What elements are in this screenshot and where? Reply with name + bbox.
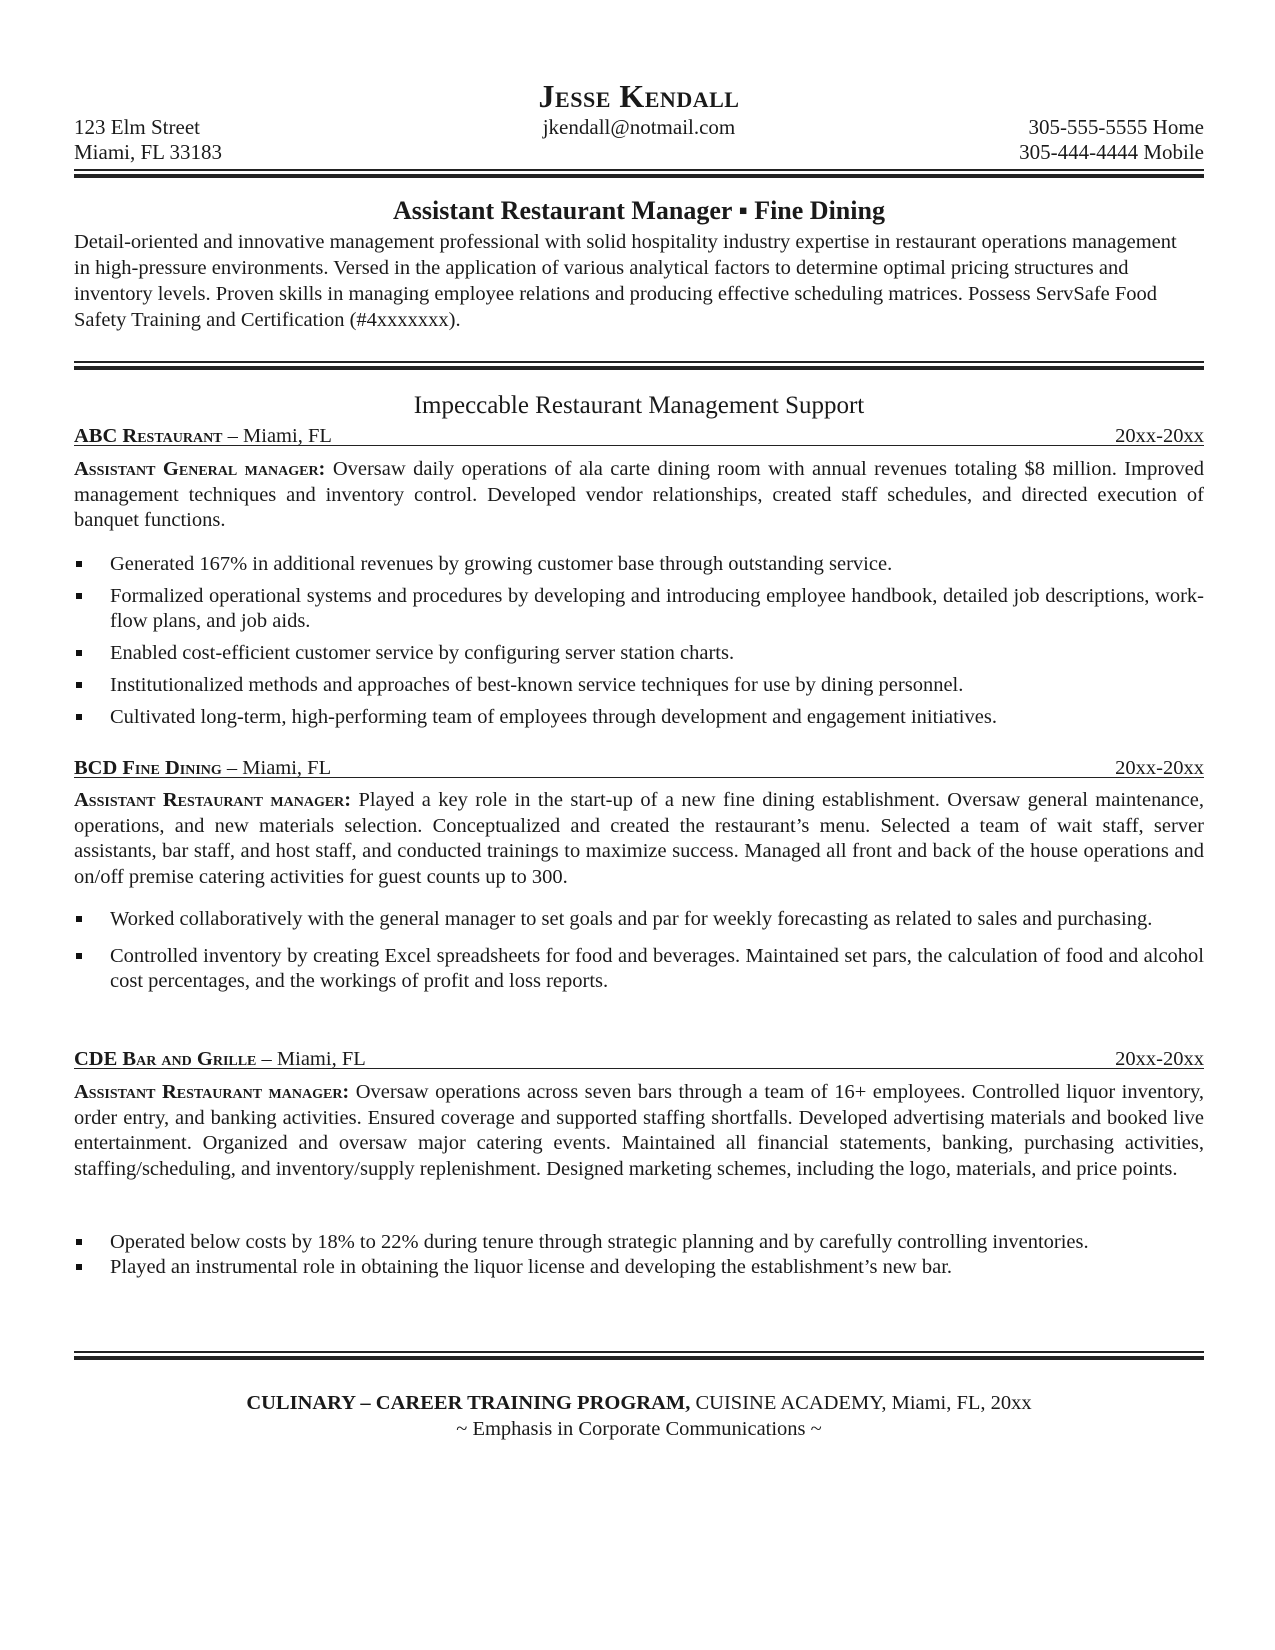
job-dates: 20xx-20xx (1115, 1048, 1204, 1070)
company-location: – Miami, FL (256, 1048, 366, 1070)
header-divider (74, 169, 1204, 178)
education-line (74, 1392, 1204, 1415)
job-bullets-abc (74, 552, 1204, 730)
bullet-icon (76, 953, 82, 959)
list-item: Played an instrumental role in obtaining the liquor license and developing the establishment’s new bar. (74, 1255, 1204, 1280)
bullet-icon (76, 714, 82, 720)
job-description (74, 1080, 1204, 1182)
job-header-bcd (74, 753, 1204, 778)
job-company-line (74, 757, 331, 780)
contact-row-1 (74, 115, 1204, 141)
list-item: Operated below costs by 18% to 22% during tenure through strategic planning and by carefully controlling inventories. (74, 1230, 1204, 1255)
address-line-2: Miami, FL 33183 (74, 140, 222, 164)
job-company-line (74, 425, 332, 448)
education-school: CUISINE ACADEMY, Miami, FL, 20xx (690, 1392, 1032, 1414)
job-description (74, 788, 1204, 890)
candidate-name: Jesse Kendall (538, 78, 740, 114)
list-item: Worked collaboratively with the general manager to set goals and par for weekly forecasting as related to sales and purchasing. (74, 907, 1204, 932)
address-line-1: 123 Elm Street (74, 115, 200, 139)
contact-row-2 (74, 140, 1204, 166)
bullet-icon (76, 561, 82, 567)
job-title: Assistant Restaurant manager: (74, 789, 352, 811)
job-description (74, 457, 1204, 534)
company-name: CDE Bar and Grille (74, 1048, 257, 1070)
company-name: BCD Fine Dining (74, 757, 222, 779)
education-program: CULINARY – CAREER TRAINING PROGRAM, (246, 1392, 691, 1414)
job-title: Assistant Restaurant manager: (74, 1081, 350, 1103)
bullet-icon (76, 682, 82, 688)
job-header-cde (74, 1044, 1204, 1069)
bullet-icon (76, 650, 82, 656)
list-item: Generated 167% in additional revenues by growing customer base through outstanding service. (74, 552, 1204, 577)
company-location: – Miami, FL (221, 757, 332, 779)
phone-mobile: 305-444-4444 Mobile (1019, 140, 1204, 164)
job-bullets-bcd (74, 907, 1204, 994)
job-description-text: Oversaw daily operations of ala carte dining room with annual revenues totaling $8 million. Improved management techniques and inventory control. Developed vendor relationships, created staff schedules, and directed execution of banquet functions. (74, 458, 1204, 531)
job-bullets-cde (74, 1230, 1204, 1280)
education-divider (74, 1351, 1204, 1360)
job-description-text: Played a key role in the start-up of a new fine dining establishment. Oversaw general maintenance, operations, and new materials selection. Conceptualized and created the restaurant’s menu. Selected a team of wait staff, server assistants, bar staff, and host staff, and conducted trainings to maximize success. Managed all front and back of the house operations and on/off premise catering activities for guest counts up to 300. (74, 789, 1205, 888)
job-dates: 20xx-20xx (1115, 425, 1204, 447)
list-item: Cultivated long-term, high-performing team of employees through development and engagement initiatives. (74, 705, 1204, 730)
section-divider (74, 361, 1204, 370)
job-header-abc (74, 421, 1204, 446)
job-title: Assistant General manager: (74, 458, 326, 480)
list-item: Institutionalized methods and approaches of best-known service techniques for use by dining personnel. (74, 673, 1204, 698)
job-company-line (74, 1048, 366, 1071)
professional-summary: Detail-oriented and innovative management professional with solid hospitality industry expertise in restaurant operations management in high-pressure environments. Versed in the application of various analytical factors to determine optimal pricing structures and inventory levels. Proven skills in managing employee relations and producing effective scheduling matrices. Possess ServSafe Food Safety Training and Certification (#4xxxxxxx). (74, 231, 1177, 331)
list-item: Controlled inventory by creating Excel spreadsheets for food and beverages. Maintained set pars, the calculation of food and alcohol cost percentages, and the workings of profit and loss reports. (74, 944, 1204, 994)
bullet-icon (76, 593, 82, 599)
list-item: Enabled cost-efficient customer service by configuring server station charts. (74, 641, 1204, 666)
bullet-icon (76, 1264, 82, 1270)
list-item: Formalized operational systems and procedures by developing and introducing employee handbook, detailed job descriptions, work-flow plans, and job aids. (74, 584, 1204, 634)
education-emphasis: ~ Emphasis in Corporate Communications ~ (456, 1418, 822, 1440)
section-title: Impeccable Restaurant Management Support (413, 392, 865, 419)
bullet-icon (76, 916, 82, 922)
email-address: jkendall@notmail.com (542, 115, 736, 139)
bullet-icon (76, 1239, 82, 1245)
job-dates: 20xx-20xx (1115, 757, 1204, 779)
company-name: ABC Restaurant (74, 425, 223, 447)
company-location: – Miami, FL (222, 425, 332, 447)
headline: Assistant Restaurant Manager ▪ Fine Dining (393, 196, 885, 225)
job-description-text: Oversaw operations across seven bars through a team of 16+ employees. Controlled liquor inventory, order entry, and banking activities. Ensured coverage and supported staffing shortfalls. Developed advertising materials and booked live entertainment. Organized and oversaw major catering events. Maintained all financial statements, banking, purchasing activities, staffing/scheduling, and inventory/supply replenishment. Designed marketing schemes, including the logo, materials, and price points. (74, 1081, 1204, 1180)
phone-home: 305-555-5555 Home (1028, 115, 1204, 139)
